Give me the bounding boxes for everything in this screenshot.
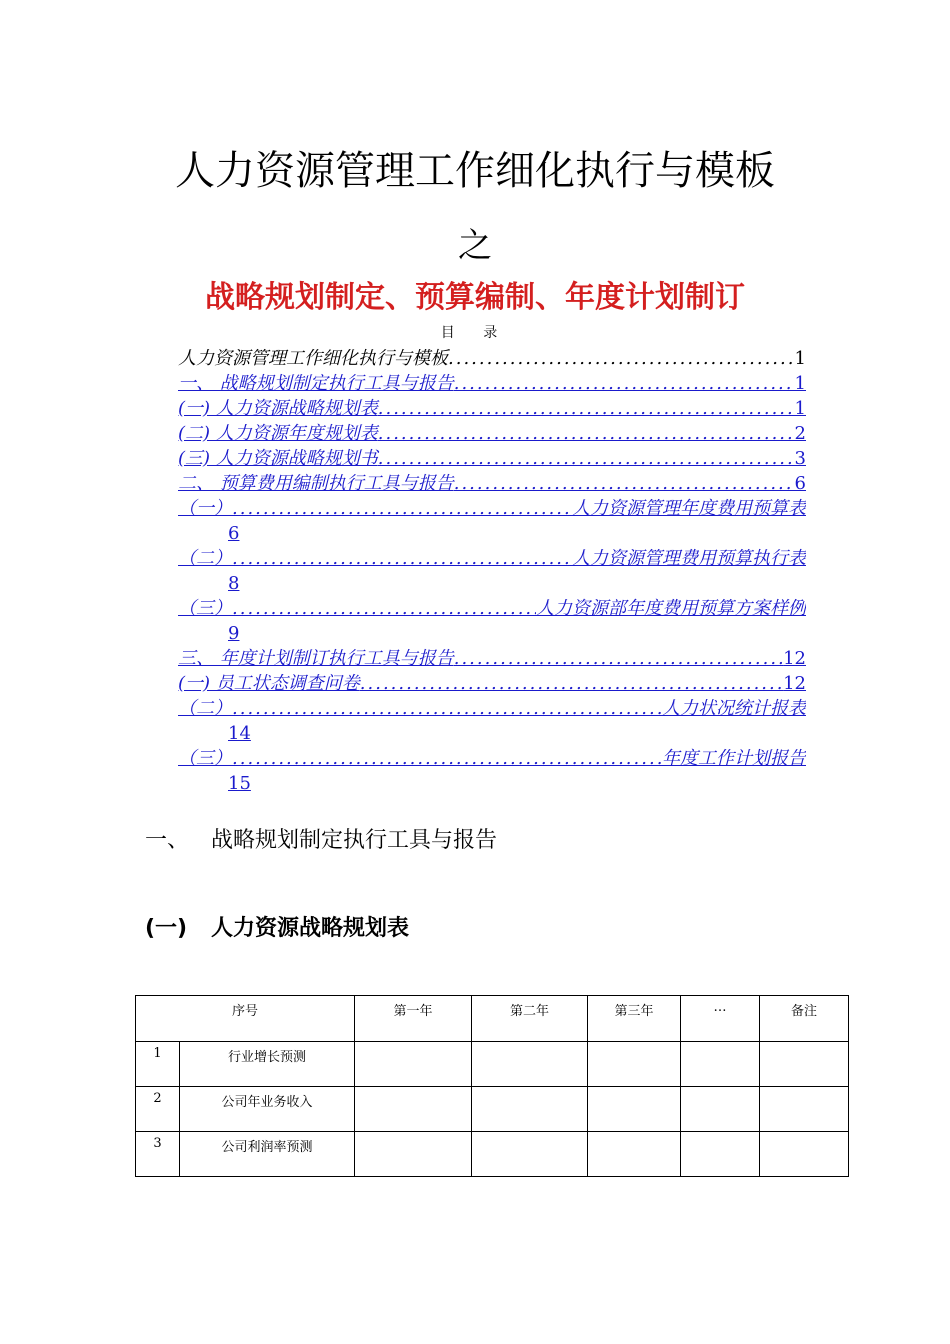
toc-entry[interactable]: [178, 696, 806, 746]
subsection-title: 人力资源战略规划表: [211, 916, 410, 941]
toc-page-number: 15: [228, 773, 251, 794]
toc-entry-label: 人力状况统计报表: [662, 698, 806, 719]
header-cell: 序号: [136, 996, 355, 1042]
toc-entry[interactable]: [178, 671, 806, 696]
header-cell: 第三年: [588, 996, 681, 1042]
section-heading: [145, 826, 497, 856]
section-number: 一、: [145, 828, 190, 853]
toc-entry[interactable]: [178, 496, 806, 546]
toc-entry[interactable]: [178, 446, 806, 471]
toc-page-number: 1: [794, 398, 806, 419]
title-connector: 之: [458, 226, 492, 266]
toc-entry-number: （二）: [178, 698, 232, 719]
header-cell: 备注: [760, 996, 849, 1042]
table-row: [136, 1042, 849, 1087]
strategy-plan-table: [135, 995, 849, 1177]
toc-page-number: 6: [228, 523, 240, 544]
toc-entry-label: 人力资源管理年度费用预算表: [572, 498, 806, 519]
toc-page-number: 9: [228, 623, 240, 644]
toc-entry-number: （三）: [178, 748, 232, 769]
table-header-row: [136, 996, 849, 1042]
subsection-number: (一): [145, 916, 188, 941]
toc-entry[interactable]: [178, 471, 806, 496]
toc-entry[interactable]: [178, 746, 806, 796]
toc-heading: 目 录: [440, 325, 510, 341]
toc-page-number: 12: [783, 648, 806, 669]
toc-page-number: 1: [794, 348, 806, 369]
row-number: 3: [136, 1132, 180, 1177]
toc-page-number: 1: [794, 373, 806, 394]
toc-entry-number: （一）: [178, 498, 232, 519]
toc-entry-label: 人力资源管理费用预算执行表: [572, 548, 806, 569]
table-of-contents: [178, 346, 806, 796]
toc-page-number: 2: [794, 423, 806, 444]
toc-entry-label: (一) 人力资源战略规划表: [178, 398, 378, 419]
row-item: 公司年业务收入: [180, 1087, 355, 1132]
subsection-heading: [145, 914, 409, 944]
toc-page-number: 14: [228, 723, 251, 744]
toc-entry[interactable]: [178, 596, 806, 646]
toc-page-number: 8: [228, 573, 240, 594]
document-subtitle: 战略规划制定、预算编制、年度计划制订: [205, 280, 745, 315]
toc-entry-label: (一) 员工状态调查问卷: [178, 673, 360, 694]
toc-entry-label: (三) 人力资源战略规划书: [178, 448, 378, 469]
toc-entry-label: 三、 年度计划制订执行工具与报告: [178, 648, 454, 669]
toc-entry-label: 人力资源管理工作细化执行与模板: [178, 348, 448, 369]
row-item: 行业增长预测: [180, 1042, 355, 1087]
table-row: [136, 1087, 849, 1132]
row-item: 公司利润率预测: [180, 1132, 355, 1177]
toc-entry[interactable]: [178, 546, 806, 596]
toc-entry[interactable]: [178, 646, 806, 671]
section-title: 战略规划制定执行工具与报告: [211, 828, 498, 853]
header-cell: 第一年: [355, 996, 472, 1042]
table-row: [136, 1132, 849, 1177]
header-cell: 第二年: [472, 996, 588, 1042]
toc-entry-number: （二）: [178, 548, 232, 569]
row-number: 2: [136, 1087, 180, 1132]
toc-entry-label: 年度工作计划报告: [662, 748, 806, 769]
toc-entry[interactable]: [178, 346, 806, 371]
header-cell: …: [681, 996, 760, 1042]
row-number: 1: [136, 1042, 180, 1087]
toc-entry[interactable]: [178, 396, 806, 421]
toc-page-number: 6: [794, 473, 806, 494]
toc-entry-label: (二) 人力资源年度规划表: [178, 423, 378, 444]
toc-entry[interactable]: [178, 371, 806, 396]
toc-entry-label: 人力资源部年度费用预算方案样例: [536, 598, 806, 619]
toc-entry-label: 一、 战略规划制定执行工具与报告: [178, 373, 454, 394]
toc-page-number: 3: [794, 448, 806, 469]
toc-page-number: 12: [783, 673, 806, 694]
toc-entry-number: （三）: [178, 598, 232, 619]
toc-entry[interactable]: [178, 421, 806, 446]
document-title: 人力资源管理工作细化执行与模板: [175, 148, 775, 194]
toc-entry-label: 二、 预算费用编制执行工具与报告: [178, 473, 454, 494]
